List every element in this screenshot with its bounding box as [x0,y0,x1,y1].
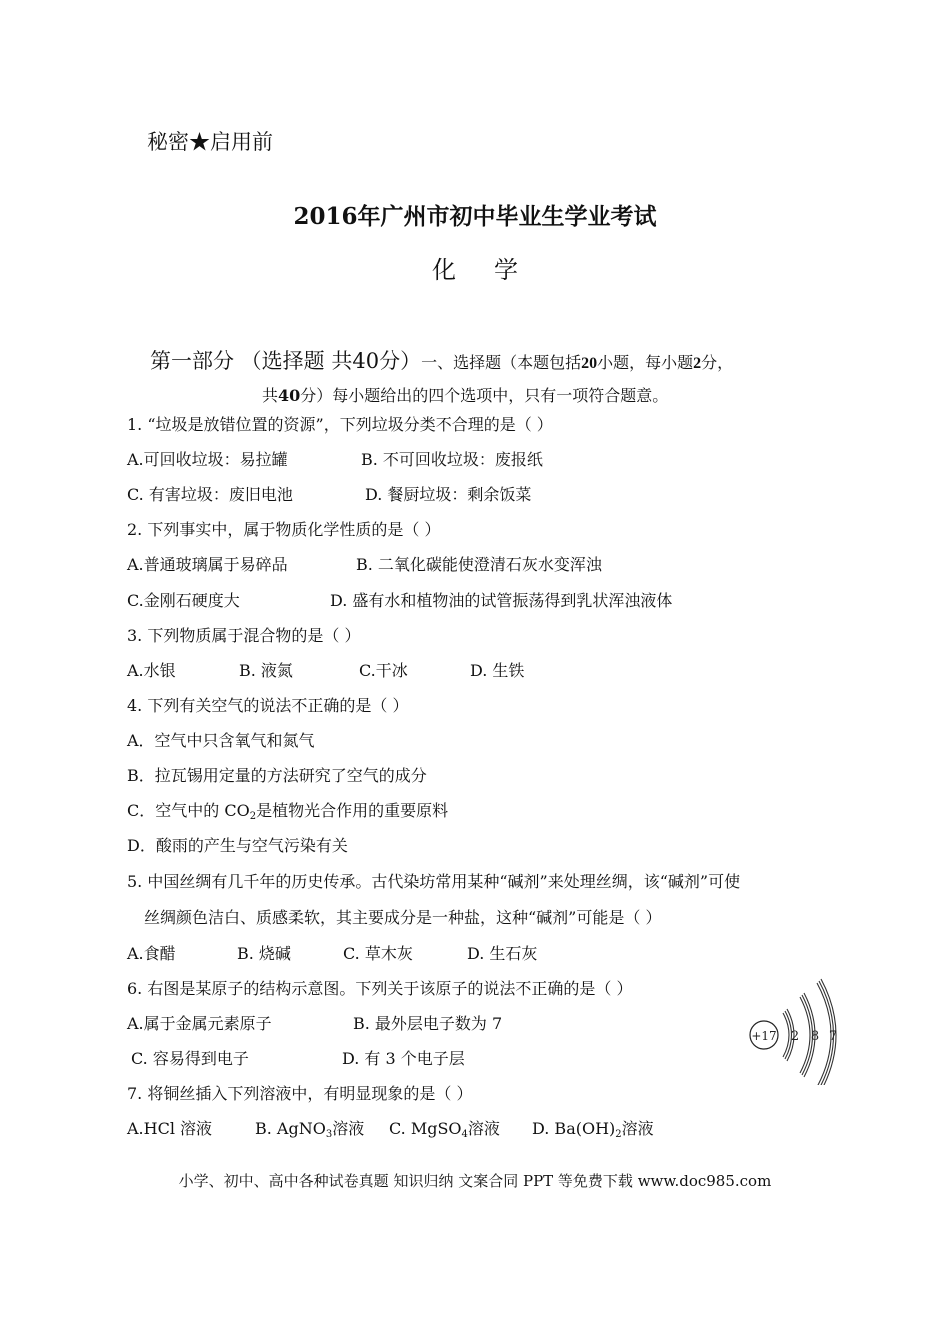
instruction-line-2 [262,383,668,406]
question-6-options-row1 [127,1011,727,1033]
instruction-number: 2 [693,355,702,372]
question-2-options-row2 [127,588,827,610]
option-b: B. 烧碱 [237,944,291,963]
part1-heading-line [150,345,733,375]
option-c: C.金刚石硬度大 [127,591,240,610]
option-b-text: 溶液 [332,1119,365,1138]
option-d-text: 溶液 [621,1119,654,1138]
question-4-stem: 4. 下列有关空气的说法不正确的是（ ） [127,696,409,715]
option-c: C. 草木灰 [343,944,413,963]
question-2-options-row1 [127,552,827,574]
option-b: B. 二氧化碳能使澄清石灰水变浑浊 [356,555,602,574]
option-c [127,798,448,822]
atom-structure-diagram [745,975,845,1085]
instruction-text: 共 [262,386,279,405]
subscript: 2 [249,811,257,822]
option-d: D. 有 3 个电子层 [342,1049,465,1068]
question-7-options [127,1116,827,1138]
instruction-number: 40 [278,386,301,405]
option-d: D. 生铁 [470,661,525,680]
question-5-options [127,941,827,963]
subscript: 4 [461,1129,468,1140]
option-d: D. 餐厨垃圾：剩余饭菜 [365,485,532,504]
option-b: B. 最外层电子数为 7 [353,1014,503,1033]
option-c-text: 溶液 [467,1119,500,1138]
instruction-text: 分）每小题给出的四个选项中，只有一项符合题意。 [300,386,669,405]
option-b [255,1116,364,1140]
subject-title: 化学 [432,256,556,284]
option-b: B. 液氮 [239,661,293,680]
nucleus-charge: +17 [751,1029,777,1043]
option-b: B. 不可回收垃圾：废报纸 [361,450,543,469]
option-a: A.HCl 溶液 [127,1119,213,1138]
option-a: A.属于金属元素原子 [127,1014,272,1033]
subscript: 2 [615,1129,622,1140]
instruction-text-c: 分， [701,353,734,372]
question-1-options-row1 [127,447,827,469]
question-6-stem: 6. 右图是某原子的结构示意图。下列关于该原子的说法不正确的是（ ） [127,979,633,998]
question-2-stem: 2. 下列事实中，属于物质化学性质的是（ ） [127,520,441,539]
option-a: A.普通玻璃属于易碎品 [127,555,288,574]
option-c [389,1116,500,1140]
instruction-text-a: 一、选择题（本题包括 [421,353,582,372]
footer-text: 小学、初中、高中各种试卷真题 知识归纳 文案合同 PPT 等免费下载 www.doc985.com [178,1172,772,1190]
option-a: A.食醋 [127,944,176,963]
option-d: D. 生石灰 [467,944,538,963]
option-c-text: C．空气中的 CO [127,801,250,820]
question-5-stem-line1: 5. 中国丝绸有几千年的历史传承。古代染坊常用某种“碱剂”来处理丝绸，该“碱剂”可使 [127,872,741,891]
shell-2-electrons: 8 [810,1029,820,1044]
question-3-options [127,658,827,680]
option-b: B．拉瓦锡用定量的方法研究了空气的成分 [127,766,427,785]
question-1-stem: 1. “垃圾是放错位置的资源”，下列垃圾分类不合理的是（ ） [127,415,553,434]
exam-title: 2016年广州市初中毕业生学业考试 [293,203,657,230]
option-c: C. 容易得到电子 [131,1049,249,1068]
option-c-text: 是植物光合作用的重要原料 [256,801,449,820]
option-c: C.干冰 [359,661,408,680]
secret-label: 秘密★启用前 [147,130,273,154]
option-c: C. 有害垃圾：废旧电池 [127,485,293,504]
option-d-text: D. Ba(OH) [532,1119,616,1138]
option-a: A.可回收垃圾：易拉罐 [127,450,288,469]
question-7-stem: 7. 将铜丝插入下列溶液中，有明显现象的是（ ） [127,1084,473,1103]
option-a: A.水银 [127,661,176,680]
option-a: A．空气中只含氧气和氮气 [127,731,315,750]
option-d: D. 盛有水和植物油的试管振荡得到乳状浑浊液体 [330,591,673,610]
part1-heading: 第一部分 （选择题 共40分） [150,349,422,373]
shell-3-electrons: 7 [828,1029,838,1044]
question-6-options-row2 [127,1046,727,1068]
instruction-text-b: 小题，每小题 [597,353,694,372]
option-c-text: C. MgSO [389,1119,462,1138]
question-1-options-row2 [127,482,827,504]
question-5-stem-line2: 丝绸颜色洁白、质感柔软，其主要成分是一种盐，这种“碱剂”可能是（ ） [144,908,662,927]
option-d [532,1116,654,1140]
instruction-number: 20 [581,355,598,372]
shell-1-electrons: 2 [790,1029,800,1044]
question-3-stem: 3. 下列物质属于混合物的是（ ） [127,626,361,645]
subscript: 3 [325,1129,333,1140]
option-d: D．酸雨的产生与空气污染有关 [127,836,348,855]
option-b-text: B. AgNO [255,1119,326,1138]
